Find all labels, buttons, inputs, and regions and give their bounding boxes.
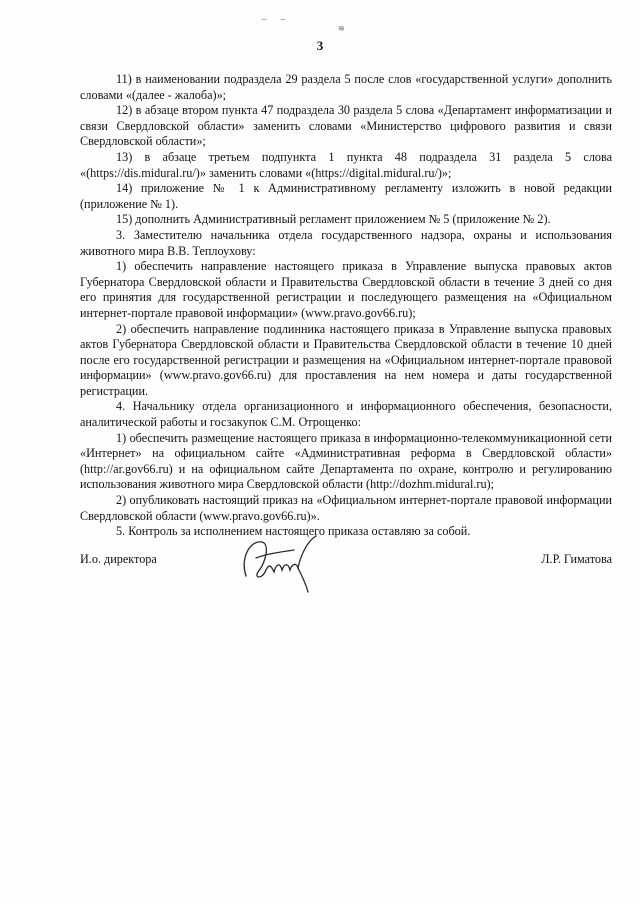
paragraph-section-3-item-1: 1) обеспечить направление настоящего приказа в Управление выпуска правовых актов Губернатора Свердловской области и Правительства Свердловской области в течение 3 дней со дня его принятия для государственной регистрации и последующего размещения на «Официальном интернет-портале правовой информации» (www.pravo.gov66.ru); [80, 259, 612, 320]
scan-artifact-2: ≋ [338, 24, 345, 33]
paragraph-item-14: 14) приложение № 1 к Административному регламенту изложить в новой редакции (приложение № 1). [80, 181, 612, 211]
signer-name: Л.Р. Гиматова [541, 552, 612, 566]
page-number: 3 [316, 38, 324, 53]
document-body [80, 72, 612, 540]
signer-position: И.о. директора [80, 552, 157, 566]
handwritten-signature [236, 528, 328, 598]
paragraph-item-13: 13) в абзаце третьем подпункта 1 пункта 48 подраздела 31 раздела 5 слова «(https://dis.midural.ru/)» заменить словами «(https://digital.midural.ru/)»; [80, 149, 612, 180]
signature-row [80, 552, 612, 572]
paragraph-section-4-item-1: 1) обеспечить размещение настоящего приказа в информационно-телекоммуникационной сети «Интернет» на официальном сайте «Административная реформа в Свердловской области» (http://ar.gov66.ru) и на официальном сайте Департамента по охране, контролю и регулированию использования животного мира Свердловской области (http://dozhm.midural.ru); [80, 430, 612, 492]
scan-artifact: – – [262, 14, 292, 24]
paragraph-section-5: 5. Контроль за исполнением настоящего приказа оставляю за собой. [116, 524, 471, 539]
paragraph-item-12: 12) в абзаце втором пункта 47 подраздела 30 раздела 5 слова «Департамент информатизации и связи Свердловской области» заменить словами «Министерство цифрового развития и связи Свердловской области»; [80, 103, 612, 149]
paragraph-section-4: 4. Начальнику отдела организационного и информационного обеспечения, безопасности, аналитической работы и госзакупок С.М. Отрощенко: [80, 399, 612, 430]
paragraph-item-11: 11) в наименовании подраздела 29 раздела 5 после слов «государственной услуги» дополнить словами «(далее - жалоба)»; [80, 72, 612, 102]
paragraph-section-4-item-2: 2) опубликовать настоящий приказ на «Официальном интернет-портале правовой информации Свердловской области (www.pravo.gov66.ru)». [80, 493, 612, 523]
paragraph-section-3: 3. Заместителю начальника отдела государственного надзора, охраны и использования животного мира В.В. Теплоухову: [80, 227, 612, 258]
paragraph-item-15: 15) дополнить Административный регламент приложением № 5 (приложение № 2). [116, 212, 551, 227]
paragraph-section-3-item-2: 2) обеспечить направление подлинника настоящего приказа в Управление выпуска правовых актов Губернатора Свердловской области и Правительства Свердловской области в течение 10 дней после его государственной регистрации и размещения на «Официальном интернет-портале правовой информации» (www.pravo.gov66.ru) для проставления на нем номера и даты государственной регистрации. [80, 321, 612, 398]
